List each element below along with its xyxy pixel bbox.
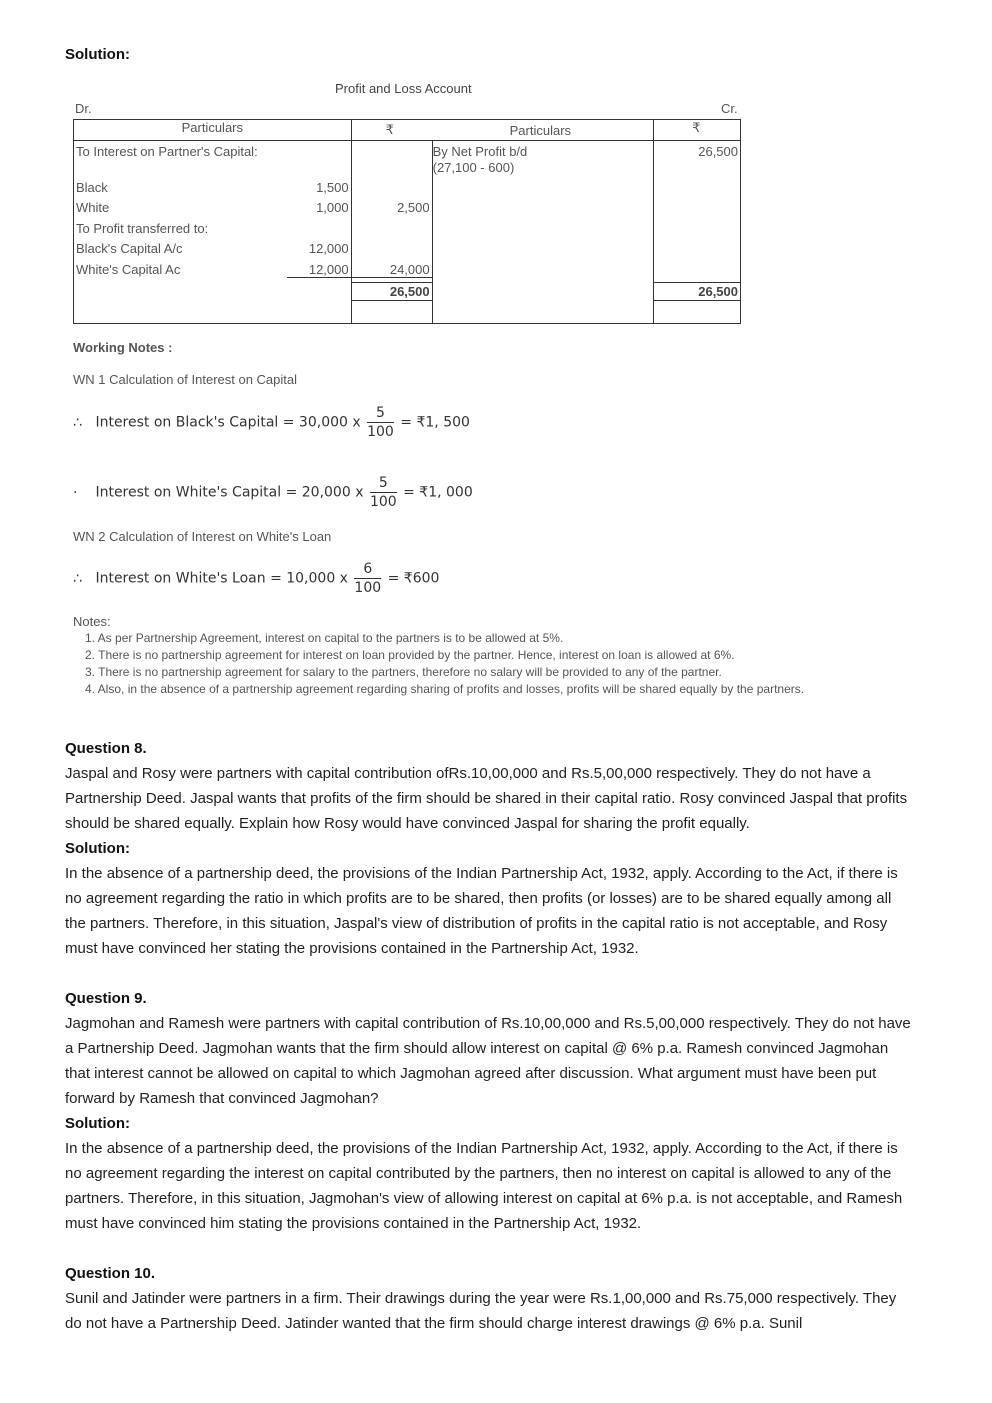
black-capital-amount: 12,000 [308,241,349,256]
f1-num: 5 [367,404,394,423]
white-amount: 1,000 [316,200,349,215]
header-particulars-right: Particulars [509,123,572,138]
f3-text: Interest on White's Loan = 10,000 x [95,570,348,587]
wn2-heading [73,529,331,544]
q10-text: Sunil and Jatinder were partners in a firm. Their drawings during the year were Rs.1,00,000 and Rs.75,000 respectively. They do not have a Partnership Deed. Jatinder wanted that the firm should charge interest drawings @ 6% p.a. Sunil [65,1290,897,1332]
formula-black-interest [73,404,470,441]
interest-total: 2,500 [397,200,430,215]
f2-num: 5 [370,474,397,493]
black-amount: 1,500 [316,180,349,195]
q9-text: Jagmohan and Ramesh were partners with capital contribution of Rs.10,00,000 and Rs.5,00,000 respectively. They do not have a Partnership Deed. Jagmohan wants that the firm should allow interest on capital @ 6% p.a. Ramesh convinced Jagmohan that interest cannot be allowed on capital to which Jagmohan agreed after discussion. What argument must have been put forward by Ramesh that convinced Jagmohan? [65,1015,911,1107]
q10-heading: Question 10. [65,1265,156,1282]
debit-grand-total: 26,500 [352,282,432,301]
dr-label: Dr. [75,101,92,116]
white-capital-amount: 12,000 [287,262,351,278]
formula-white-interest [73,474,473,511]
black-capital-label: Black's Capital A/c [76,241,183,256]
notes-title: Notes: [73,614,111,629]
question-10 [65,1261,915,1336]
f3-den: 100 [354,580,382,596]
net-profit-label: By Net Profit b/d [432,144,528,159]
f1-fraction [367,404,394,441]
f3-prefix: ∴ [73,570,82,587]
q9-solution-heading: Solution: [65,1115,130,1132]
solution-heading: Solution: [65,46,130,63]
f3-fraction [354,560,381,597]
f2-den: 100 [369,494,397,510]
f2-text: Interest on White's Capital = 20,000 x [95,484,364,501]
f1-text: Interest on Black's Capital = 30,000 x [95,414,361,431]
wn1-label: WN 1 [73,372,106,387]
wn2-label: WN 2 [73,529,106,544]
q9-solution: In the absence of a partnership deed, the provisions of the Indian Partnership Act, 1932, apply. According to the Act, if there is no agreement regarding the interest on capital contributed by the partners, then no interest on capital is allowed to any of the partners. Therefore, in this situation, Jagmohan's view of allowing interest on capital at 6% p.a. is not acceptable, and Ramesh must have convinced him stating the provisions contained in the Partnership Act, 1932. [65,1140,903,1232]
black-label: Black [76,180,108,195]
note-item: 3. There is no partnership agreement for salary to the partners, therefore no salary will be provided to any of the partner. [85,665,722,679]
q9-heading: Question 9. [65,990,147,1007]
f3-result: = ₹600 [387,570,440,587]
wn1-heading [73,372,297,387]
wn2-text: Calculation of Interest on White's Loan [109,529,332,544]
debit-amount-column [352,141,433,323]
question-8 [65,736,915,961]
credit-particulars-column [433,141,653,323]
net-profit-amount: 26,500 [698,144,738,159]
profit-loss-table [73,119,741,324]
q8-heading: Question 8. [65,740,147,757]
notes-list [85,630,945,698]
header-rupee-left: ₹ [385,122,394,137]
white-label: White [76,200,110,215]
q8-solution: In the absence of a partnership deed, the provisions of the Indian Partnership Act, 1932, apply. According to the Act, if there is no agreement regarding the ratio in which profits are to be shared, then profits (or losses) are to be shared equally among all the partners. Therefore, in this situation, Jaspal's view of distribution of profits in the capital ratio is not acceptable, and Rosy must have convinced her stating the provisions contained in the Partnership Act, 1932. [65,865,898,957]
working-notes-title: Working Notes : [73,340,173,355]
f2-fraction [370,474,397,511]
net-profit-calc: (27,100 - 600) [432,160,515,175]
header-rupee-right: ₹ [654,120,741,141]
white-capital-label: White's Capital Ac [76,262,181,277]
f3-num: 6 [354,560,381,579]
f2-result: = ₹1, 000 [403,484,473,501]
f1-result: = ₹1, 500 [400,414,470,431]
header-right-group [351,120,653,141]
middle-cell [351,141,653,324]
profit-transferred-label: To Profit transferred to: [76,221,209,236]
credit-amount-cell [654,141,741,324]
note-item: 4. Also, in the absence of a partnership agreement regarding sharing of profits and losses, profits will be shared equally by the partners. [85,682,805,696]
f1-den: 100 [367,424,394,440]
question-9 [65,986,915,1236]
f2-prefix: · [73,484,78,501]
q8-solution-heading: Solution: [65,840,130,857]
cr-label: Cr. [721,101,738,116]
header-particulars-left: Particulars [74,120,352,141]
debit-cell [74,141,352,324]
wn1-text: Calculation of Interest on Capital [109,372,298,387]
interest-label: To Interest on Partner's Capital: [76,144,258,159]
f1-prefix: ∴ [73,414,82,431]
profit-total: 24,000 [352,262,432,278]
account-title: Profit and Loss Account [335,81,472,96]
note-item: 2. There is no partnership agreement for interest on loan provided by the partner. Hence, interest on loan is allowed at 6%. [85,648,735,662]
note-item: 1. As per Partnership Agreement, interest on capital to the partners is to be allowed at 5%. [85,631,564,645]
q8-text: Jaspal and Rosy were partners with capital contribution ofRs.10,00,000 and Rs.5,00,000 respectively. They do not have a Partnership Deed. Jaspal wants that profits of the firm should be shared in their capital ratio. Rosy convinced Jaspal that profits should be shared equally. Explain how Rosy would have convinced Jaspal for sharing the profit equally. [65,765,908,832]
credit-grand-total: 26,500 [654,282,740,301]
formula-white-loan [73,560,439,597]
